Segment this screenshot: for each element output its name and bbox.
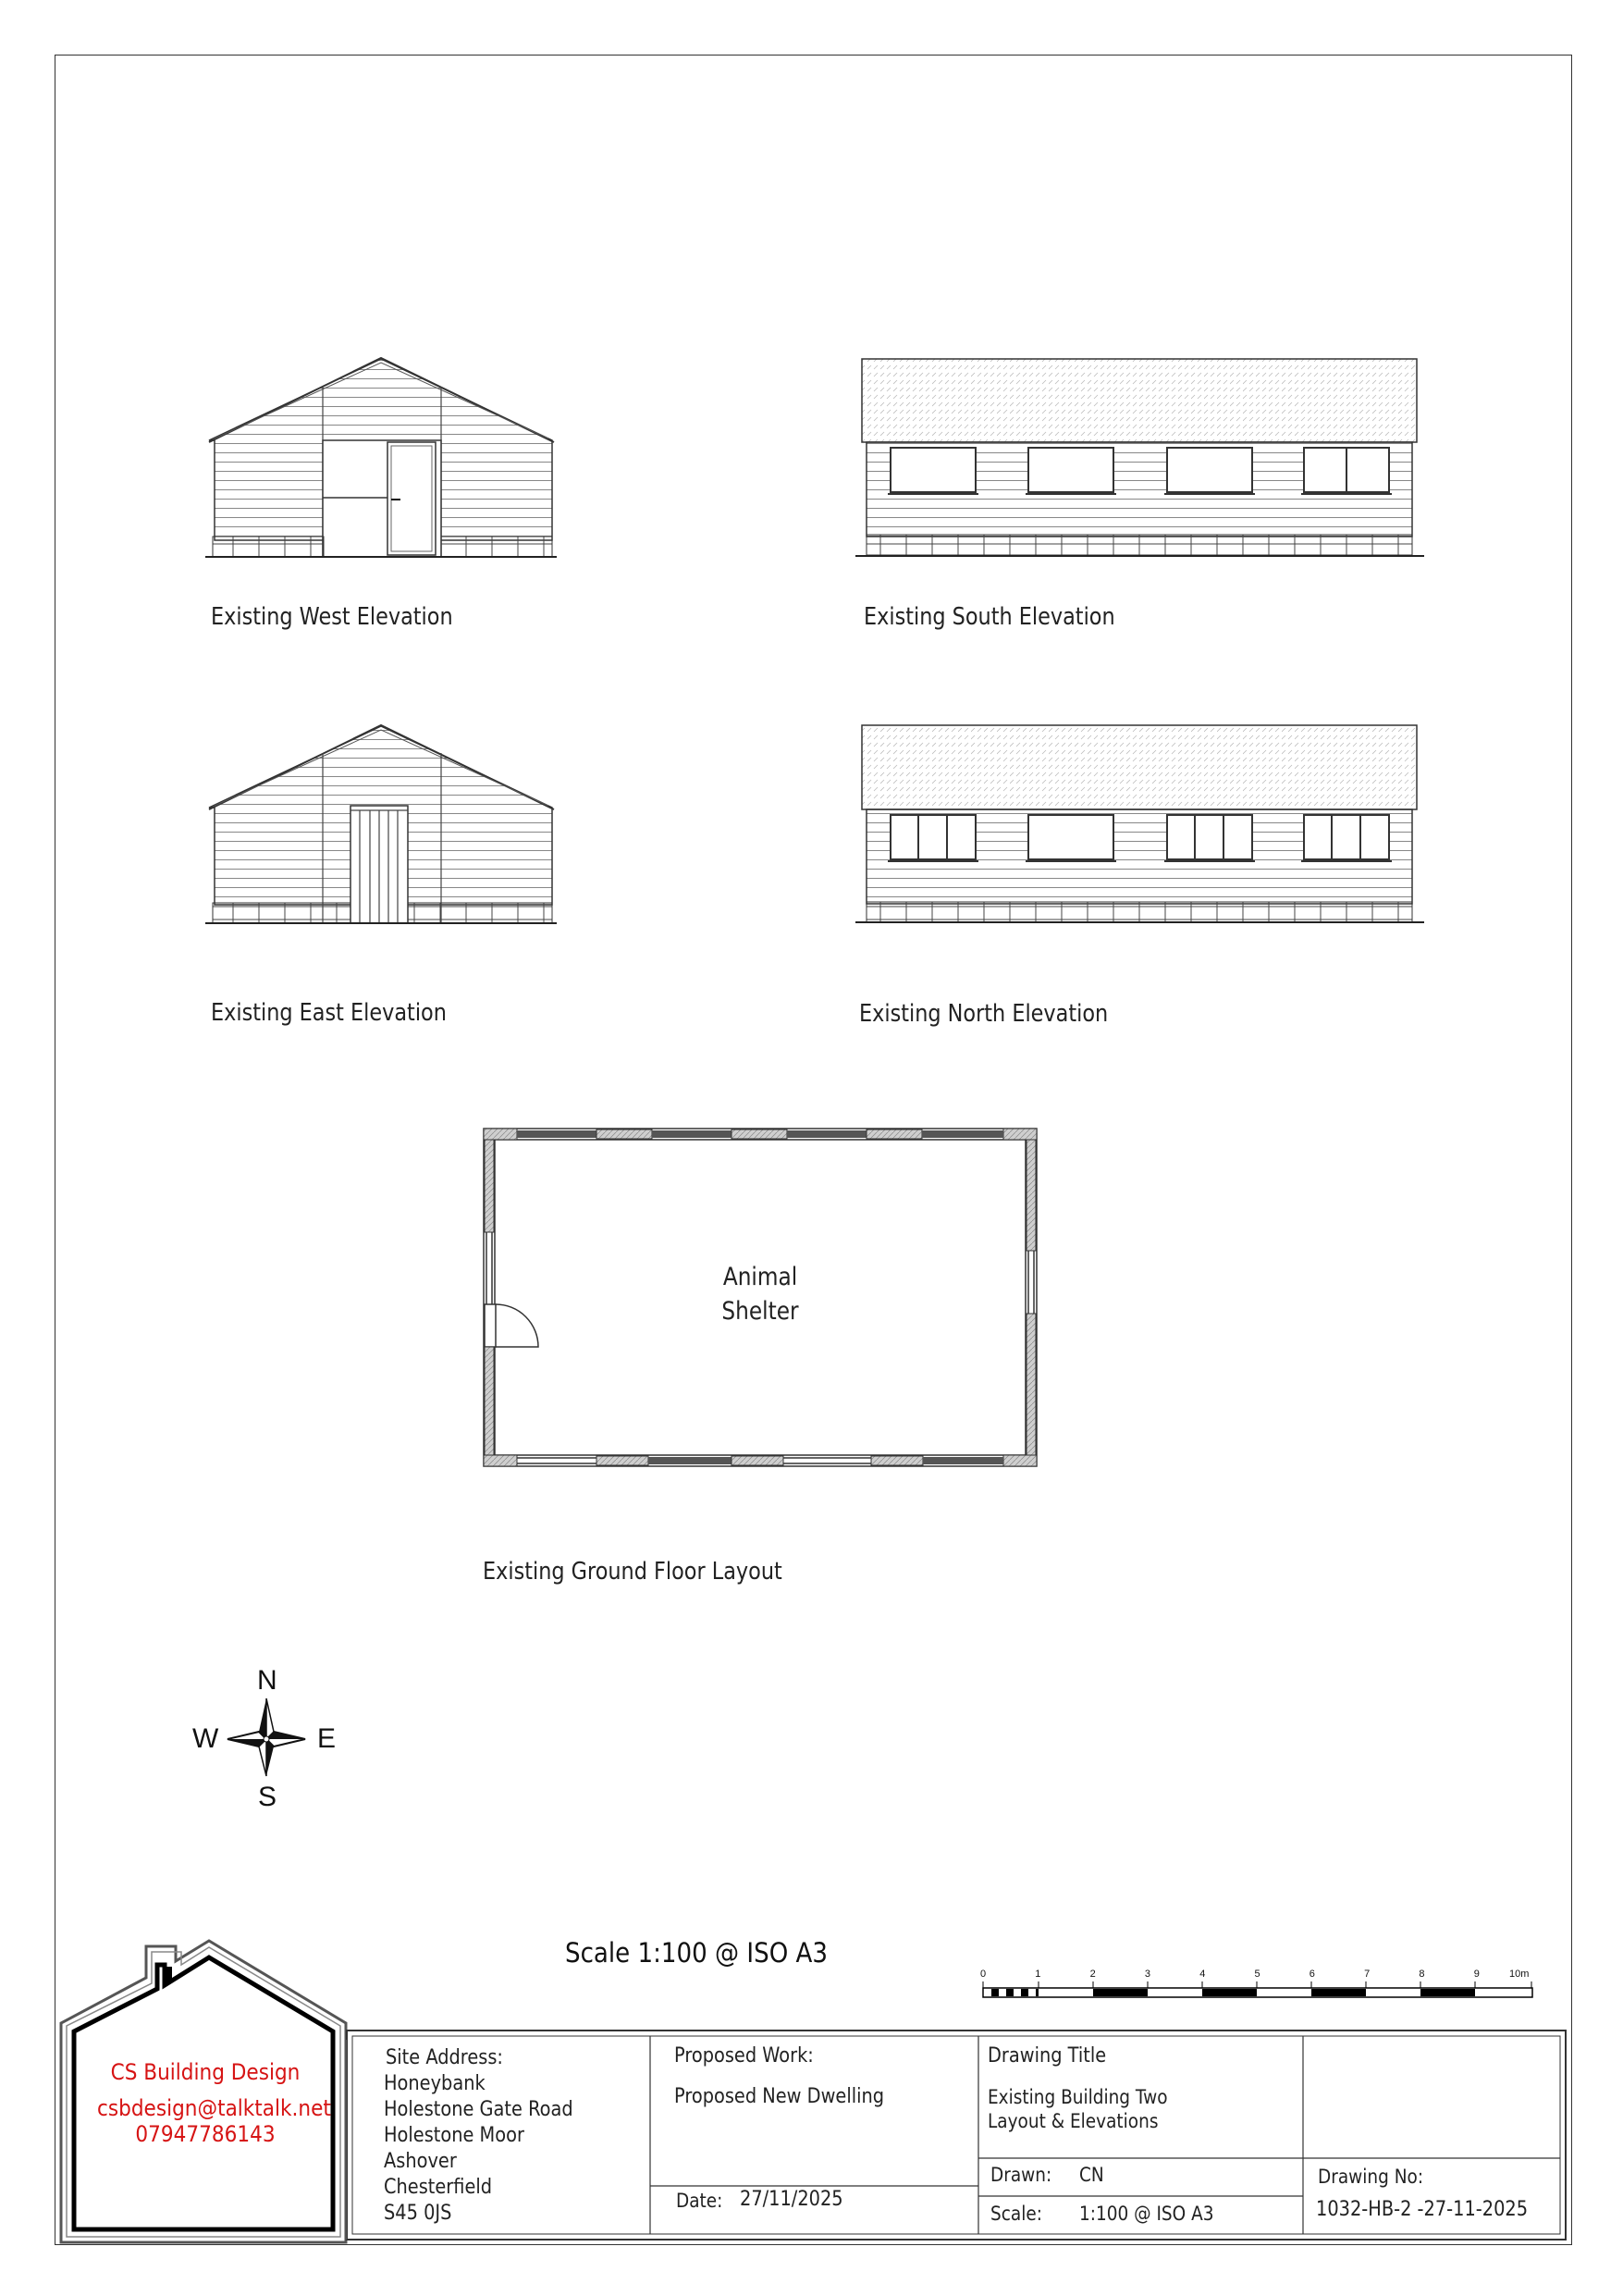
east-elevation <box>205 725 557 923</box>
scale-bar-tick-label: 0 <box>980 1969 987 1980</box>
scale-bar-tick-label: 10m <box>1509 1969 1530 1980</box>
scale-bar-tick-label: 3 <box>1144 1969 1151 1980</box>
drawing-title-line-1: Existing Building Two <box>988 2086 1168 2108</box>
north-compass-icon <box>227 1698 305 1776</box>
proposed-work-label: Proposed Work: <box>674 2044 814 2068</box>
date-label: Date: <box>676 2190 723 2212</box>
site-address-line-5: Chesterfield <box>384 2176 493 2199</box>
scale-bar-tick-label: 5 <box>1254 1969 1260 1980</box>
scale-title: Scale 1:100 @ ISO A3 <box>565 1937 828 1969</box>
scale-bar-tick-label: 7 <box>1364 1969 1371 1980</box>
company-logo <box>61 1941 346 2242</box>
logo-email: csbdesign@talktalk.net <box>97 2095 331 2121</box>
compass-south: S <box>258 1782 277 1812</box>
west-elevation <box>205 358 557 557</box>
compass-west: W <box>192 1723 219 1754</box>
west-elevation-label: Existing West Elevation <box>211 603 453 631</box>
scale-bar-tick-label: 6 <box>1309 1969 1315 1980</box>
site-address-line-3: Holestone Moor <box>384 2124 524 2147</box>
proposed-work-value: Proposed New Dwelling <box>674 2085 885 2108</box>
site-address-line-1: Honeybank <box>384 2072 486 2095</box>
scale-bar-tick-label: 8 <box>1419 1969 1425 1980</box>
scale-bar-tick-label: 2 <box>1089 1969 1096 1980</box>
logo-company-name: CS Building Design <box>110 2059 301 2085</box>
south-elevation-label: Existing South Elevation <box>864 603 1115 631</box>
room-label-line2: Shelter <box>721 1297 799 1326</box>
drawing-title-line-2: Layout & Elevations <box>988 2110 1159 2132</box>
compass-north: N <box>257 1665 277 1696</box>
scale-bar-tick-label: 9 <box>1473 1969 1480 1980</box>
scale-label: Scale: <box>990 2203 1042 2225</box>
logo-phone: 07947786143 <box>135 2121 276 2147</box>
east-elevation-label: Existing East Elevation <box>211 999 447 1027</box>
site-address-line-6: S45 0JS <box>384 2202 452 2225</box>
site-address-line-2: Holestone Gate Road <box>384 2098 573 2121</box>
compass-east: E <box>317 1723 337 1754</box>
site-address-line-4: Ashover <box>384 2150 457 2173</box>
date-value: 27/11/2025 <box>740 2188 843 2211</box>
north-elevation <box>855 725 1424 922</box>
drawing-title-label: Drawing Title <box>988 2044 1107 2068</box>
drawing-number-label: Drawing No: <box>1318 2166 1424 2188</box>
north-elevation-label: Existing North Elevation <box>859 1000 1109 1028</box>
room-label-line1: Animal <box>722 1263 798 1291</box>
scale-bar-tick-label: 1 <box>1035 1969 1041 1980</box>
drawn-value: CN <box>1079 2164 1104 2186</box>
drawn-label: Drawn: <box>990 2164 1052 2186</box>
room-label <box>681 1260 840 1328</box>
scale-bar-tick-label: 4 <box>1199 1969 1206 1980</box>
site-address-label: Site Address: <box>386 2046 503 2069</box>
scale-bar <box>983 1981 1532 1997</box>
scale-value: 1:100 @ ISO A3 <box>1079 2203 1214 2225</box>
south-elevation <box>855 359 1424 556</box>
ground-floor-label: Existing Ground Floor Layout <box>483 1558 782 1586</box>
drawing-number-value: 1032-HB-2 -27-11-2025 <box>1316 2198 1529 2221</box>
